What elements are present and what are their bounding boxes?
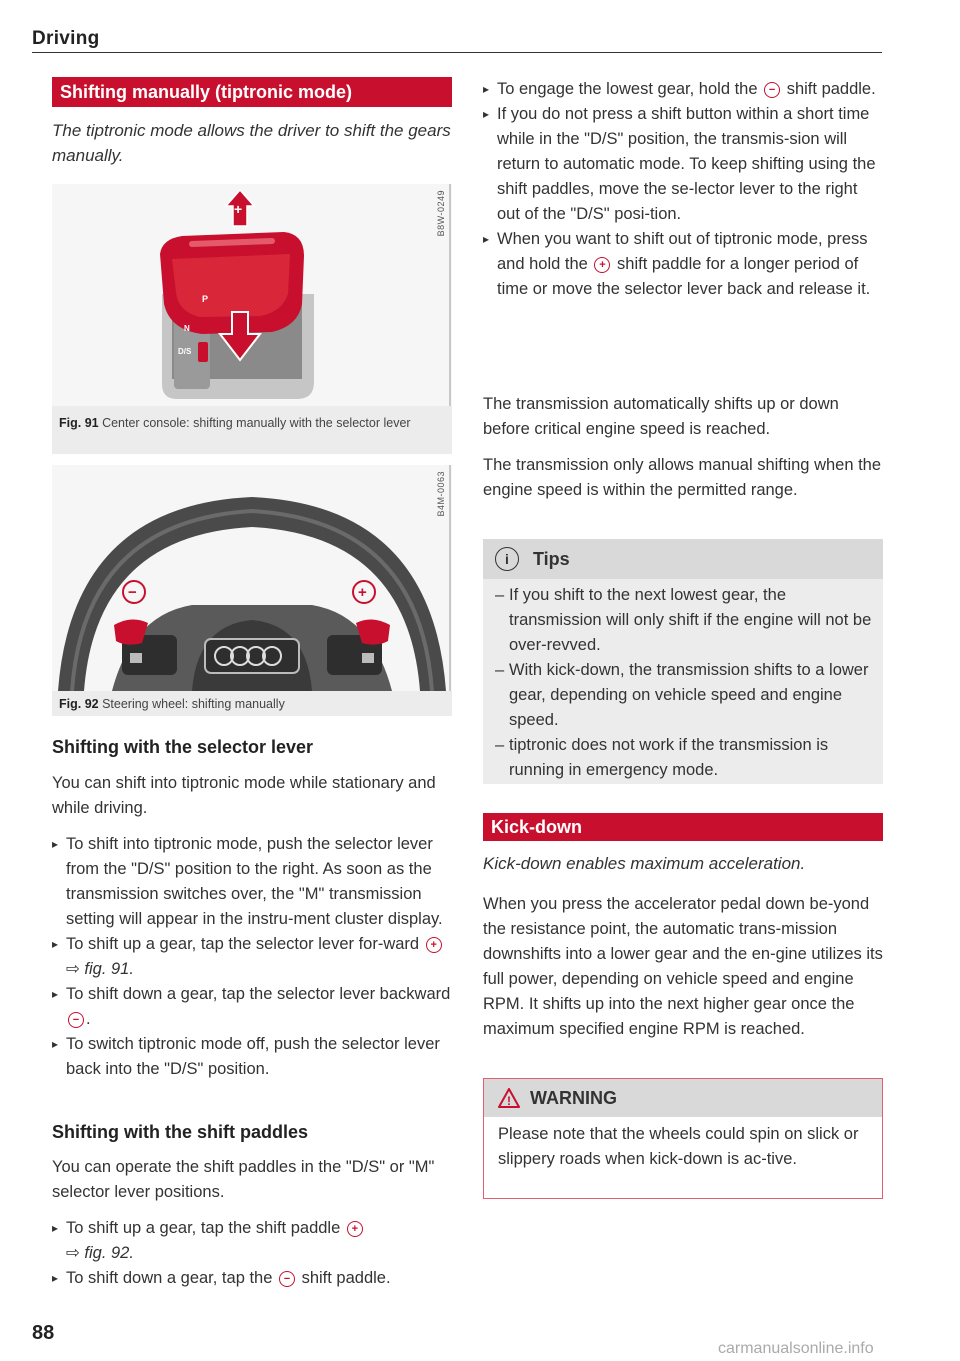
selector-lever-illustration [52, 184, 452, 406]
minus-circle-icon: − [279, 1271, 295, 1287]
section-intro: The tiptronic mode allows the driver to shift the gears manually. [52, 121, 451, 165]
warning-title: WARNING [530, 1087, 617, 1108]
paragraph: The transmission only allows manual shifting when the engine speed is within the permitted range. [483, 456, 882, 499]
list-item: ▸ To switch tiptronic mode off, push the selector lever back into the "D/S" position. [52, 1032, 452, 1082]
kickdown-title-bar [483, 813, 883, 841]
bullet-list-paddles [52, 1216, 452, 1291]
tips-item: – If you shift to the next lowest gear, the transmission will only shift if the engine will not be over-revved. [483, 583, 873, 658]
list-item: ▸ To shift into tiptronic mode, push the selector lever from the "D/S" position to the right. As soon as the transmission switches over, the "M" transmission setting will appear in the instru-ment cluster display. [52, 832, 452, 932]
list-item: ▸ To shift down a gear, tap the selector lever backward − . [52, 982, 452, 1032]
plus-circle-icon: + [347, 1221, 363, 1237]
minus-circle-icon: − [68, 1012, 84, 1028]
figure-reference[interactable]: ⇨ fig. 92. [66, 1244, 134, 1262]
svg-text:+: + [234, 201, 243, 217]
paragraph: When you press the accelerator pedal down be-yond the resistance point, the automatic trans-mission downshifts into a lower gear and the en-gine utilizes its full power, depending on vehicle speed and engine RPM. It shifts up into the next higher gear once the maximum specified engine RPM is reached. [483, 895, 883, 1038]
figure-number: Fig. 92 [59, 697, 99, 711]
section-title-bar [52, 77, 452, 107]
info-icon: i [495, 547, 519, 571]
figure-reference[interactable]: ⇨ fig. 91. [66, 960, 134, 978]
figure-91 [52, 184, 452, 454]
warning-box [483, 1078, 883, 1199]
plus-circle-icon: + [426, 937, 442, 953]
tips-header [483, 539, 883, 579]
figure-caption [59, 414, 447, 433]
list-item: ▸ If you do not press a shift button within a short time while in the "D/S" position, the transmis-sion will return to automatic mode. To keep shifting using the shift paddles, move the se-lector lever to the right out of the "D/S" posi-tion. [483, 102, 883, 227]
subheading-selector-lever: Shifting with the selector lever [52, 737, 314, 757]
page-number: 88 [32, 1322, 55, 1344]
warning-header [484, 1079, 882, 1117]
tips-title: Tips [533, 548, 570, 569]
figure-caption [59, 695, 447, 714]
chapter-title: Driving [32, 28, 100, 49]
warning-text: Please note that the wheels could spin on slick or slippery roads when kick-down is ac-tive. [498, 1125, 859, 1168]
subheading-shift-paddles: Shifting with the shift paddles [52, 1122, 308, 1142]
figure-92 [52, 465, 452, 716]
section-title: Shifting manually (tiptronic mode) [60, 81, 352, 102]
steering-wheel-illustration [52, 465, 452, 691]
tips-item: – tiptronic does not work if the transmission is running in emergency mode. [483, 733, 873, 783]
gate-label-p: P [202, 294, 209, 304]
minus-marker: − [128, 584, 137, 601]
svg-text:!: ! [507, 1094, 511, 1108]
list-item: ▸ When you want to shift out of tiptronic mode, press and hold the + shift paddle for a longer period of time or move the selector lever back and release it. [483, 227, 883, 302]
figure-id: B8W-0249 [436, 190, 446, 237]
bullet-list-selector [52, 832, 452, 1082]
list-item: ▸ To shift up a gear, tap the shift paddle + ⇨ fig. 92. [52, 1216, 452, 1266]
tips-item: – With kick-down, the transmission shifts to a lower gear, depending on vehicle speed and engine speed. [483, 658, 873, 733]
figure-caption-text: Steering wheel: shifting manually [102, 697, 285, 711]
figure-caption-text: Center console: shifting manually with the selector lever [102, 416, 411, 430]
tips-box [483, 539, 883, 784]
figure-id: B4M-0063 [436, 471, 446, 517]
list-item: ▸ To shift up a gear, tap the selector lever for-ward + ⇨ fig. 91. [52, 932, 452, 982]
bullet-list-continued [483, 77, 883, 302]
tips-list [483, 579, 883, 783]
list-item: ▸ To shift down a gear, tap the − shift paddle. [52, 1266, 452, 1291]
list-item: ▸ To engage the lowest gear, hold the − shift paddle. [483, 77, 883, 102]
figure-number: Fig. 91 [59, 416, 99, 430]
header-rule [32, 52, 882, 53]
logo-rings [205, 639, 299, 673]
plus-marker: + [358, 584, 367, 601]
paragraph: You can shift into tiptronic mode while stationary and while driving. [52, 774, 436, 817]
plus-circle-icon: + [594, 257, 610, 273]
warning-icon [498, 1088, 520, 1108]
paragraph: The transmission automatically shifts up or down before critical engine speed is reached. [483, 395, 839, 438]
gate-label-ds: D/S [178, 347, 192, 356]
section-intro: Kick-down enables maximum acceleration. [483, 854, 806, 873]
paragraph: You can operate the shift paddles in the "D/S" or "M" selector lever positions. [52, 1158, 435, 1201]
minus-circle-icon: − [764, 82, 780, 98]
watermark: carmanualsonline.info [718, 1340, 874, 1357]
gate-label-n: N [184, 324, 190, 333]
section-title: Kick-down [491, 816, 583, 837]
